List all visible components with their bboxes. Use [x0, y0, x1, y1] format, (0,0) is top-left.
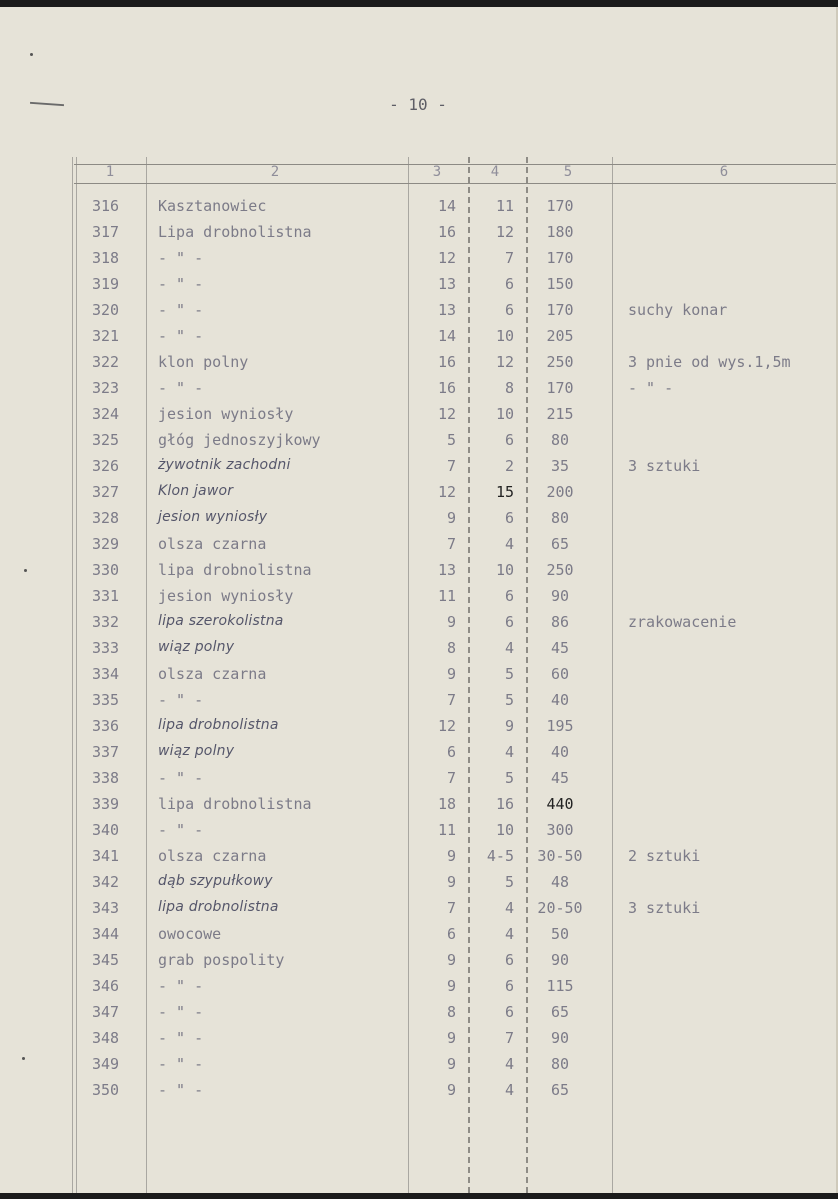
table-row [0, 379, 836, 405]
table-row [0, 457, 836, 483]
tree-species: jesion wyniosły [158, 587, 294, 605]
speck [24, 569, 27, 572]
col5-value: 30-50 [537, 847, 583, 865]
row-number: 346 [92, 977, 120, 995]
row-number: 326 [92, 457, 120, 475]
tree-species: olsza czarna [158, 665, 267, 683]
col5-value: 40 [550, 743, 570, 761]
table-row [0, 665, 836, 691]
col4-value: 10 [495, 405, 514, 423]
row-number: 350 [92, 1081, 120, 1099]
col4-value: 7 [504, 249, 514, 267]
header-col-3: 3 [432, 164, 442, 180]
row-number: 339 [92, 795, 120, 813]
col5-value: 48 [550, 873, 570, 891]
col3-value: 8 [446, 1003, 456, 1021]
col4-value: 15 [495, 483, 514, 501]
row-number: 333 [92, 639, 120, 657]
row-number: 334 [92, 665, 120, 683]
table-row [0, 1055, 836, 1081]
table-row [0, 795, 836, 821]
row-number: 349 [92, 1055, 120, 1073]
col5-value: 205 [546, 327, 574, 345]
table-row [0, 405, 836, 431]
tree-species: - " - [158, 301, 204, 319]
document-page [0, 7, 838, 1193]
col5-value: 80 [550, 509, 570, 527]
table-row [0, 509, 836, 535]
tree-species: wiąz polny [158, 743, 235, 759]
col4-value: 12 [495, 223, 514, 241]
table-row [0, 327, 836, 353]
col3-value: 5 [446, 431, 456, 449]
col5-value: 170 [546, 301, 574, 319]
col4-value: 5 [504, 691, 514, 709]
tree-species: - " - [158, 769, 204, 787]
header-col-5: 5 [563, 164, 573, 180]
col5-value: 60 [550, 665, 570, 683]
row-number: 331 [92, 587, 120, 605]
table-row [0, 535, 836, 561]
tree-species: Lipa drobnolistna [158, 223, 312, 241]
table-row [0, 197, 836, 223]
table-row [0, 717, 836, 743]
tree-species: - " - [158, 379, 204, 397]
col4-value: 4 [504, 925, 514, 943]
table-row [0, 613, 836, 639]
col3-value: 16 [437, 379, 456, 397]
col3-value: 6 [446, 925, 456, 943]
remarks: suchy konar [628, 301, 728, 319]
tree-species: lipa drobnolistna [158, 717, 279, 733]
col3-value: 9 [446, 977, 456, 995]
table-row [0, 223, 836, 249]
col4-value: 6 [504, 301, 514, 319]
col3-value: 9 [446, 1055, 456, 1073]
remarks: - " - [628, 379, 674, 397]
col5-value: 300 [546, 821, 574, 839]
col5-value: 45 [550, 769, 570, 787]
header-col-6: 6 [719, 164, 729, 180]
row-number: 341 [92, 847, 120, 865]
row-number: 328 [92, 509, 120, 527]
table-row [0, 1081, 836, 1107]
col5-value: 65 [550, 535, 570, 553]
remarks: 2 sztuki [628, 847, 701, 865]
table-row [0, 1003, 836, 1029]
table-row [0, 951, 836, 977]
row-number: 320 [92, 301, 120, 319]
col5-value: 150 [546, 275, 574, 293]
table-row [0, 821, 836, 847]
col4-value: 11 [495, 197, 514, 215]
row-number: 323 [92, 379, 120, 397]
tree-species: wiąz polny [158, 639, 235, 655]
col4-value: 2 [504, 457, 514, 475]
tree-species: owocowe [158, 925, 222, 943]
tree-species: jesion wyniosły [158, 509, 268, 525]
table-row [0, 275, 836, 301]
col3-value: 12 [437, 249, 456, 267]
row-number: 340 [92, 821, 120, 839]
tree-species: grab pospolity [158, 951, 285, 969]
tree-species: - " - [158, 1029, 204, 1047]
row-number: 329 [92, 535, 120, 553]
col5-value: 86 [550, 613, 570, 631]
col5-value: 170 [546, 197, 574, 215]
row-number: 316 [92, 197, 120, 215]
col5-value: 170 [546, 249, 574, 267]
col4-value: 4 [504, 639, 514, 657]
col4-value: 4 [504, 1081, 514, 1099]
tree-species: żywotnik zachodni [158, 457, 291, 473]
col5-value: 250 [546, 353, 574, 371]
row-number: 338 [92, 769, 120, 787]
col4-value: 4 [504, 899, 514, 917]
col4-value: 6 [504, 951, 514, 969]
tree-species: - " - [158, 275, 204, 293]
col3-value: 9 [446, 509, 456, 527]
tree-species: - " - [158, 691, 204, 709]
row-number: 324 [92, 405, 120, 423]
col4-value: 10 [495, 561, 514, 579]
row-number: 321 [92, 327, 120, 345]
col3-value: 16 [437, 353, 456, 371]
tree-species: - " - [158, 1003, 204, 1021]
row-number: 325 [92, 431, 120, 449]
tree-species: głóg jednoszyjkowy [158, 431, 321, 449]
tree-species: klon polny [158, 353, 249, 371]
col3-value: 7 [446, 899, 456, 917]
col5-value: 215 [546, 405, 574, 423]
row-number: 343 [92, 899, 120, 917]
col4-value: 6 [504, 275, 514, 293]
col3-value: 9 [446, 847, 456, 865]
table-row [0, 1029, 836, 1055]
tree-species: olsza czarna [158, 847, 267, 865]
tree-species: - " - [158, 1055, 204, 1073]
row-number: 342 [92, 873, 120, 891]
table-row [0, 249, 836, 275]
col5-value: 65 [550, 1003, 570, 1021]
row-number: 317 [92, 223, 120, 241]
tree-species: - " - [158, 1081, 204, 1099]
remarks: 3 sztuki [628, 457, 701, 475]
row-number: 327 [92, 483, 120, 501]
tree-species: Klon jawor [158, 483, 234, 499]
col3-value: 12 [437, 483, 456, 501]
col3-value: 11 [437, 821, 456, 839]
tree-species: lipa drobnolistna [158, 795, 312, 813]
row-number: 348 [92, 1029, 120, 1047]
col5-value: 200 [546, 483, 574, 501]
col4-value: 6 [504, 509, 514, 527]
col5-value: 40 [550, 691, 570, 709]
col5-value: 115 [546, 977, 574, 995]
col5-value: 50 [550, 925, 570, 943]
col4-value: 4 [504, 1055, 514, 1073]
col3-value: 9 [446, 665, 456, 683]
col5-value: 195 [546, 717, 574, 735]
remarks: zrakowacenie [628, 613, 737, 631]
col5-value: 90 [550, 1029, 570, 1047]
remarks: 3 pnie od wys.1,5m [628, 353, 791, 371]
col5-value: 80 [550, 1055, 570, 1073]
col4-value: 10 [495, 821, 514, 839]
row-number: 335 [92, 691, 120, 709]
col4-value: 6 [504, 977, 514, 995]
col3-value: 9 [446, 873, 456, 891]
header-col-4: 4 [490, 164, 500, 180]
tree-species: lipa drobnolistna [158, 561, 312, 579]
speck [22, 1057, 25, 1060]
table-row [0, 561, 836, 587]
header-bottom-line [74, 183, 836, 184]
tree-species: lipa drobnolistna [158, 899, 279, 915]
tree-species: dąb szypułkowy [158, 873, 273, 889]
col4-value: 9 [504, 717, 514, 735]
header-col-2: 2 [270, 164, 280, 180]
col4-value: 5 [504, 665, 514, 683]
tree-species: lipa szerokolistna [158, 613, 284, 629]
table-row [0, 743, 836, 769]
header-col-1: 1 [105, 164, 115, 180]
col5-value: 440 [546, 795, 574, 813]
col3-value: 14 [437, 327, 456, 345]
row-number: 318 [92, 249, 120, 267]
row-number: 330 [92, 561, 120, 579]
table-row [0, 899, 836, 925]
col3-value: 9 [446, 613, 456, 631]
table-row [0, 431, 836, 457]
remarks: 3 sztuki [628, 899, 701, 917]
row-number: 332 [92, 613, 120, 631]
col4-value: 5 [504, 873, 514, 891]
col4-value: 6 [504, 1003, 514, 1021]
tree-species: - " - [158, 821, 204, 839]
col3-value: 13 [437, 275, 456, 293]
tree-species: - " - [158, 327, 204, 345]
col4-value: 5 [504, 769, 514, 787]
speck [30, 53, 33, 56]
row-number: 336 [92, 717, 120, 735]
table-row [0, 691, 836, 717]
col5-value: 35 [550, 457, 570, 475]
table-row [0, 847, 836, 873]
row-number: 337 [92, 743, 120, 761]
tree-species: - " - [158, 977, 204, 995]
table-row [0, 977, 836, 1003]
col3-value: 7 [446, 769, 456, 787]
table-row [0, 925, 836, 951]
table-row [0, 301, 836, 327]
row-number: 322 [92, 353, 120, 371]
col3-value: 18 [437, 795, 456, 813]
col3-value: 9 [446, 1081, 456, 1099]
col3-value: 9 [446, 951, 456, 969]
col3-value: 12 [437, 717, 456, 735]
row-number: 347 [92, 1003, 120, 1021]
col5-value: 90 [550, 951, 570, 969]
col3-value: 11 [437, 587, 456, 605]
col3-value: 13 [437, 301, 456, 319]
col5-value: 90 [550, 587, 570, 605]
col4-value: 16 [495, 795, 514, 813]
row-number: 319 [92, 275, 120, 293]
table-row [0, 639, 836, 665]
col4-value: 10 [495, 327, 514, 345]
col3-value: 12 [437, 405, 456, 423]
col3-value: 13 [437, 561, 456, 579]
table-row [0, 353, 836, 379]
col4-value: 6 [504, 613, 514, 631]
col4-value: 8 [504, 379, 514, 397]
col3-value: 16 [437, 223, 456, 241]
row-number: 345 [92, 951, 120, 969]
table-row [0, 873, 836, 899]
col4-value: 4 [504, 535, 514, 553]
col4-value: 6 [504, 587, 514, 605]
page-number: - 10 - [389, 95, 447, 114]
table-row [0, 483, 836, 509]
col3-value: 8 [446, 639, 456, 657]
col4-value: 4 [504, 743, 514, 761]
col3-value: 7 [446, 691, 456, 709]
col5-value: 20-50 [537, 899, 583, 917]
col3-value: 7 [446, 457, 456, 475]
col3-value: 7 [446, 535, 456, 553]
col4-value: 12 [495, 353, 514, 371]
tree-species: olsza czarna [158, 535, 267, 553]
col5-value: 250 [546, 561, 574, 579]
col5-value: 170 [546, 379, 574, 397]
col4-value: 7 [504, 1029, 514, 1047]
row-number: 344 [92, 925, 120, 943]
col3-value: 9 [446, 1029, 456, 1047]
tree-species: jesion wyniosły [158, 405, 294, 423]
col3-value: 6 [446, 743, 456, 761]
col4-value: 4-5 [486, 847, 514, 865]
table-row [0, 587, 836, 613]
tree-species: - " - [158, 249, 204, 267]
tree-species: Kasztanowiec [158, 197, 267, 215]
table-row [0, 769, 836, 795]
col3-value: 14 [437, 197, 456, 215]
col5-value: 45 [550, 639, 570, 657]
col5-value: 80 [550, 431, 570, 449]
col5-value: 65 [550, 1081, 570, 1099]
col5-value: 180 [546, 223, 574, 241]
col4-value: 6 [504, 431, 514, 449]
